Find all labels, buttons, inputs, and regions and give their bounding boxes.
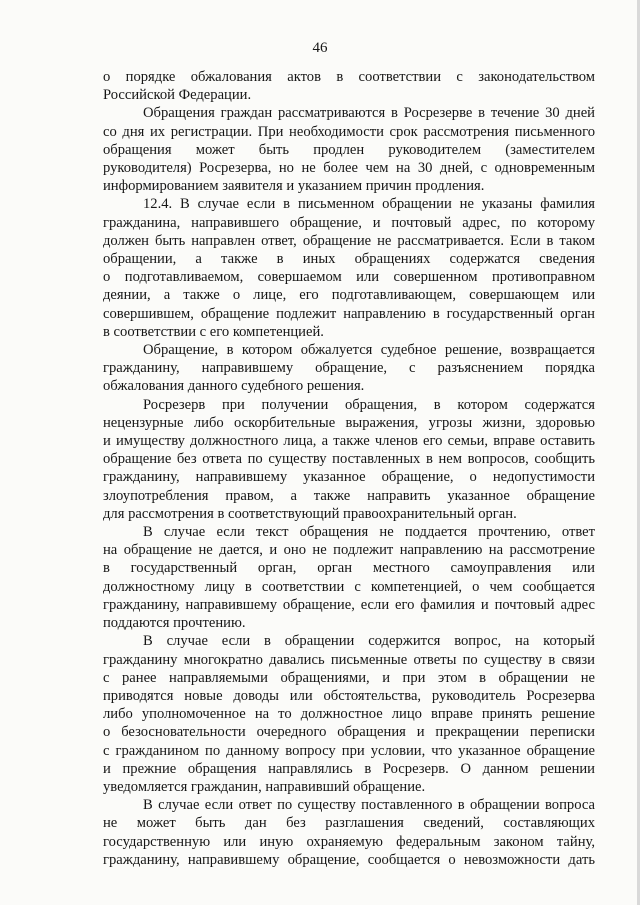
text-line: в государственный орган, орган местного самоуправления или: [103, 560, 595, 577]
text-line: гражданину, направившему обращение, если его фамилия и почтовый адрес: [103, 596, 595, 613]
text-line: с ранее направляемыми обращениями, и при этом в обращении не: [103, 669, 595, 686]
text-line: злоупотребления правом, а также направить указанное обращение: [103, 487, 595, 504]
document-body: [103, 68, 595, 869]
text-line: гражданина, направившего обращение, и почтовый адрес, по которому: [103, 214, 595, 231]
paragraph-offensive-language: [103, 396, 595, 523]
text-line: информированием заявителя и указанием причин продления.: [103, 178, 485, 195]
text-line: обращение без ответа по существу поставленных в нем вопросов, сообщить: [103, 451, 595, 468]
text-line: гражданину многократно давались письменные ответы по существу в связи: [103, 651, 595, 668]
text-line: с гражданином по данному вопросу при условии, что указанное обращение: [103, 742, 595, 759]
paragraph-review-period: [103, 104, 595, 195]
text-line: должен быть направлен ответ, обращение не рассматривается. Если в таком: [103, 232, 595, 249]
text-line: и прежние обращения направлялись в Росрезерв. О данном решении: [103, 760, 595, 777]
paragraph-illegible-text: [103, 523, 595, 632]
text-line: со дня их регистрации. При необходимости срок рассмотрения письменного: [103, 123, 595, 140]
text-line: и имуществу должностного лица, а также членов его семьи, вправе оставить: [103, 433, 595, 450]
text-line: гражданину, направившему обращение, сообщается о невозможности дать: [103, 851, 595, 868]
text-line: Росрезерв при получении обращения, в котором содержатся: [143, 396, 595, 413]
text-line: должностному лицу в соответствии с компетенцией, о чем сообщается: [103, 578, 595, 595]
text-line: В случае если текст обращения не поддается прочтению, ответ: [143, 524, 595, 541]
paragraph-secret-information: [103, 796, 595, 869]
text-line: обращении, а также в иных обращениях содержатся сведения: [103, 251, 595, 268]
paragraph-repeated-question: [103, 632, 595, 796]
paragraph-12-4: [103, 195, 595, 341]
text-line: обжалования данного судебного решения.: [103, 378, 365, 395]
text-line: В случае если ответ по существу поставленного в обращении вопроса: [143, 797, 595, 814]
text-line: обращения может быть продлен руководителем (заместителем: [103, 141, 595, 158]
text-line: гражданину, направившему обращение, с разъяснением порядка: [103, 360, 595, 377]
text-line: на обращение не дается, и оно не подлежит направлению на рассмотрение: [103, 542, 595, 559]
text-line: о безосновательности очередного обращения и прекращении переписки: [103, 724, 595, 741]
text-line: приводятся новые доводы или обстоятельства, руководитель Росрезерва: [103, 687, 595, 704]
text-line: руководителя) Росрезерва, но не более чем на 30 дней, с одновременным: [103, 160, 595, 177]
text-line: о подготавливаемом, совершаемом или совершенном противоправном: [103, 269, 595, 286]
text-line: деянии, а также о лице, его подготавливающем, совершающем или: [103, 287, 595, 304]
text-line: либо уполномоченное на то должностное лицо вправе принять решение: [103, 706, 595, 723]
text-line: государственную или иную охраняемую федеральным законом тайну,: [103, 833, 595, 850]
text-line: в соответствии с его компетенцией.: [103, 323, 324, 340]
paragraph-appeal-procedure: [103, 68, 595, 104]
text-line: Обращения граждан рассматриваются в Росрезерве в течение 30 дней: [143, 105, 595, 122]
paragraph-court-decision: [103, 341, 595, 396]
text-line: Российской Федерации.: [103, 87, 252, 104]
text-line: не может быть дан без разглашения сведений, составляющих: [103, 815, 595, 832]
text-line: о порядке обжалования актов в соответствии с законодательством: [103, 69, 595, 85]
text-line: гражданину, направившему указанное обращение, о недопустимости: [103, 469, 595, 486]
text-line: совершившем, обращение подлежит направлению в государственный орган: [103, 305, 595, 322]
text-line: Обращение, в котором обжалуется судебное решение, возвращается: [143, 342, 595, 359]
text-line: 12.4. В случае если в письменном обращении не указаны фамилия: [143, 196, 595, 213]
text-line: В случае если в обращении содержится вопрос, на который: [143, 633, 595, 650]
text-line: поддаются прочтению.: [103, 615, 246, 632]
text-line: уведомляется гражданин, направивший обращение.: [103, 778, 426, 795]
text-line: для рассмотрения в соответствующий правоохранительный орган.: [103, 505, 517, 522]
page-number: 46: [312, 40, 328, 56]
text-line: нецензурные либо оскорбительные выражения, угрозы жизни, здоровью: [103, 414, 595, 431]
